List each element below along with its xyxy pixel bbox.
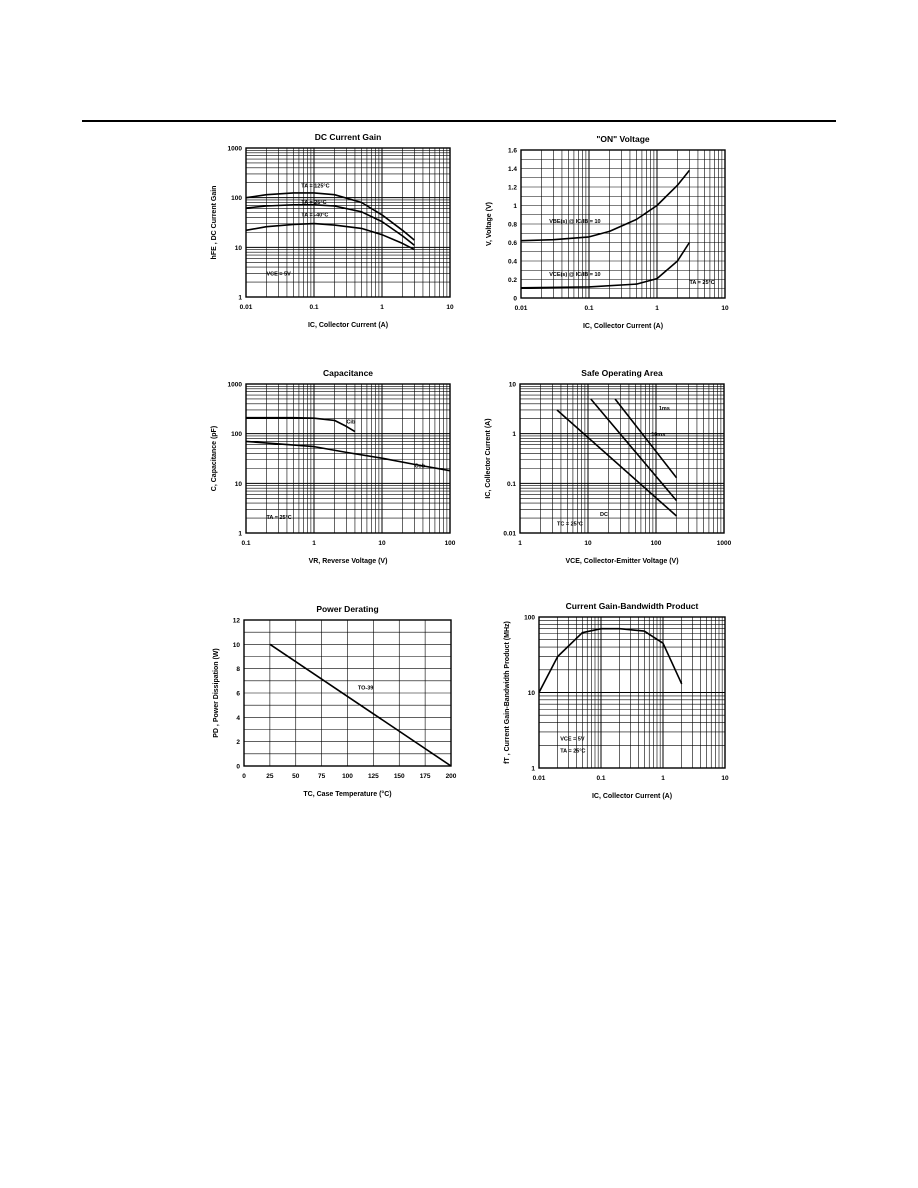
power-derating-annotation: TO-39 bbox=[357, 685, 374, 692]
safe-operating-area-x-tick-label: 100 bbox=[650, 540, 662, 547]
safe-operating-area-y-tick-label: 10 bbox=[508, 381, 516, 389]
power-derating-y-tick-label: 6 bbox=[236, 690, 240, 698]
on-voltage-annotation: VCE(s) @ IC/IB = 10 bbox=[549, 271, 601, 278]
on-voltage-annotation: VBE(s) @ IC/IB = 10 bbox=[549, 219, 601, 226]
on-voltage-y-tick-label: 1.6 bbox=[507, 147, 517, 155]
gain-bandwidth-grid bbox=[539, 617, 725, 768]
on-voltage-y-tick-label: 1.4 bbox=[507, 166, 517, 173]
on-voltage-x-tick-label: 0.01 bbox=[514, 305, 528, 312]
capacitance-y-tick-label: 1 bbox=[238, 530, 242, 538]
gain-bandwidth-y-axis-label: fT , Current Gain-Bandwidth Product (MHz) bbox=[504, 621, 511, 764]
capacitance-annotation: Cob bbox=[414, 463, 426, 470]
power-derating-y-tick-label: 8 bbox=[236, 666, 240, 674]
power-derating-x-tick-label: 125 bbox=[367, 773, 379, 780]
dc-current-gain-x-tick-label: 10 bbox=[446, 304, 454, 311]
capacitance-x-tick-label: 10 bbox=[378, 540, 386, 547]
safe-operating-area-annotation: 1ms bbox=[658, 405, 670, 412]
safe-operating-area-x-tick-label: 1000 bbox=[716, 540, 732, 547]
gain-bandwidth-x-tick-label: 0.01 bbox=[532, 775, 546, 782]
power-derating-y-tick-label: 12 bbox=[232, 617, 240, 625]
power-derating-x-axis-label: TC, Case Temperature (°C) bbox=[303, 791, 392, 798]
gain-bandwidth-chart bbox=[504, 601, 729, 800]
on-voltage-x-tick-label: 0.1 bbox=[584, 305, 594, 312]
dc-current-gain-annotation: VCE = 5V bbox=[266, 271, 291, 278]
capacitance-y-axis-label: C, Capacitance (pF) bbox=[211, 425, 218, 492]
dc-current-gain-annotation: TA = 125°C bbox=[301, 183, 330, 190]
dc-current-gain-y-tick-label: 100 bbox=[231, 195, 242, 203]
dc-current-gain-x-tick-label: 0.1 bbox=[309, 304, 319, 311]
capacitance-x-axis-label: VR, Reverse Voltage (V) bbox=[308, 558, 388, 565]
gain-bandwidth-x-tick-label: 0.1 bbox=[596, 775, 606, 782]
on-voltage-y-tick-label: 0.8 bbox=[507, 221, 517, 229]
capacitance-grid bbox=[246, 384, 450, 533]
power-derating-y-tick-label: 0 bbox=[236, 763, 240, 771]
on-voltage-y-tick-label: 0.6 bbox=[507, 240, 517, 247]
capacitance-annotation: TA = 25°C bbox=[266, 515, 292, 522]
dc-current-gain-x-axis-label: IC, Collector Current (A) bbox=[307, 322, 389, 329]
on-voltage-chart bbox=[486, 134, 729, 330]
dc-current-gain-y-tick-label: 1000 bbox=[227, 145, 242, 153]
gain-bandwidth-y-tick-label: 100 bbox=[524, 614, 535, 622]
power-derating-y-axis-label: PD , Power Dissipation (W) bbox=[213, 648, 220, 738]
safe-operating-area-y-axis-label: IC, Collector Current (A) bbox=[485, 418, 492, 499]
safe-operating-area-y-tick-label: 0.1 bbox=[506, 480, 516, 488]
on-voltage-y-tick-label: 1.2 bbox=[507, 184, 517, 192]
soa-dc-line bbox=[557, 410, 677, 516]
safe-operating-area-y-tick-label: 1 bbox=[512, 431, 516, 439]
power-derating-y-tick-label: 4 bbox=[236, 714, 240, 722]
gain-bandwidth-title: Current Gain-Bandwidth Product bbox=[565, 601, 699, 611]
on-voltage-x-tick-label: 10 bbox=[721, 305, 729, 312]
capacitance-y-tick-label: 10 bbox=[234, 480, 242, 488]
power-derating-x-tick-label: 0 bbox=[242, 773, 246, 780]
cib-curve bbox=[246, 418, 355, 432]
power-derating-x-tick-label: 100 bbox=[342, 773, 353, 780]
dc-current-gain-annotation: TA = 25°C bbox=[301, 199, 327, 206]
on-voltage-y-tick-label: 1 bbox=[513, 203, 517, 210]
power-derating-x-tick-label: 25 bbox=[266, 773, 274, 780]
dc-current-gain-chart bbox=[211, 132, 454, 329]
safe-operating-area-grid bbox=[520, 384, 724, 533]
power-derating-grid bbox=[244, 620, 451, 766]
power-derating-x-tick-label: 75 bbox=[318, 773, 326, 780]
power-derating-x-tick-label: 200 bbox=[445, 773, 457, 780]
safe-operating-area-annotation: 10ms bbox=[651, 431, 666, 438]
on-voltage-y-tick-label: 0.4 bbox=[507, 258, 517, 266]
dc-current-gain-y-tick-label: 1 bbox=[238, 294, 242, 302]
capacitance-x-tick-label: 100 bbox=[444, 540, 456, 547]
safe-operating-area-chart bbox=[485, 368, 732, 565]
power-derating-x-tick-label: 50 bbox=[292, 773, 300, 780]
dc-current-gain-y-axis-label: hFE , DC Current Gain bbox=[211, 185, 218, 260]
capacitance-annotation: Cib bbox=[346, 419, 356, 426]
power-derating-y-tick-label: 2 bbox=[236, 739, 240, 747]
on-voltage-y-axis-label: V, Voltage (V) bbox=[486, 202, 493, 246]
on-voltage-annotation: TA = 25°C bbox=[689, 280, 715, 287]
on-voltage-x-axis-label: IC, Collector Current (A) bbox=[582, 323, 664, 330]
capacitance-y-tick-label: 1000 bbox=[227, 381, 242, 389]
on-voltage-title: "ON" Voltage bbox=[596, 134, 650, 144]
power-derating-chart bbox=[213, 604, 457, 798]
dc-current-gain-x-tick-label: 1 bbox=[380, 304, 384, 311]
on-voltage-y-tick-label: 0.2 bbox=[507, 277, 517, 284]
dc-current-gain-title: DC Current Gain bbox=[314, 132, 382, 142]
safe-operating-area-annotation: DC bbox=[599, 511, 608, 518]
capacitance-y-tick-label: 100 bbox=[231, 431, 242, 439]
vce-sat-curve bbox=[521, 243, 689, 288]
safe-operating-area-y-tick-label: 0.01 bbox=[503, 530, 516, 538]
safe-operating-area-title: Safe Operating Area bbox=[581, 368, 663, 378]
gain-bandwidth-x-axis-label: IC, Collector Current (A) bbox=[591, 793, 673, 800]
dc-current-gain-y-tick-label: 10 bbox=[234, 244, 242, 252]
power-derating-x-tick-label: 150 bbox=[393, 773, 405, 780]
gain-bandwidth-y-tick-label: 1 bbox=[531, 765, 535, 773]
gain-bandwidth-x-tick-label: 10 bbox=[721, 775, 729, 782]
on-voltage-x-tick-label: 1 bbox=[655, 305, 659, 312]
capacitance-chart bbox=[211, 368, 456, 565]
capacitance-plot-frame bbox=[246, 384, 450, 533]
safe-operating-area-x-axis-label: VCE, Collector-Emitter Voltage (V) bbox=[565, 558, 679, 565]
power-derating-title: Power Derating bbox=[316, 604, 379, 614]
gain-bandwidth-annotation: VCE = 5V bbox=[560, 736, 585, 743]
safe-operating-area-x-tick-label: 10 bbox=[584, 540, 592, 547]
safe-operating-area-annotation: TC = 25°C bbox=[556, 521, 583, 528]
dc-current-gain-annotation: TA = -40°C bbox=[301, 212, 329, 219]
safe-operating-area-plot-frame bbox=[520, 384, 724, 533]
gain-bandwidth-y-tick-label: 10 bbox=[527, 690, 535, 697]
gain-bandwidth-annotation: TA = 25°C bbox=[560, 748, 586, 755]
capacitance-title: Capacitance bbox=[322, 368, 374, 378]
gain-bandwidth-x-tick-label: 1 bbox=[661, 775, 665, 782]
capacitance-x-tick-label: 0.1 bbox=[241, 540, 251, 547]
power-derating-x-tick-label: 175 bbox=[419, 773, 431, 780]
capacitance-x-tick-label: 1 bbox=[312, 540, 316, 547]
on-voltage-y-tick-label: 0 bbox=[513, 295, 517, 303]
dc-current-gain-x-tick-label: 0.01 bbox=[239, 304, 253, 311]
power-derating-y-tick-label: 10 bbox=[232, 641, 240, 649]
safe-operating-area-x-tick-label: 1 bbox=[518, 540, 522, 547]
